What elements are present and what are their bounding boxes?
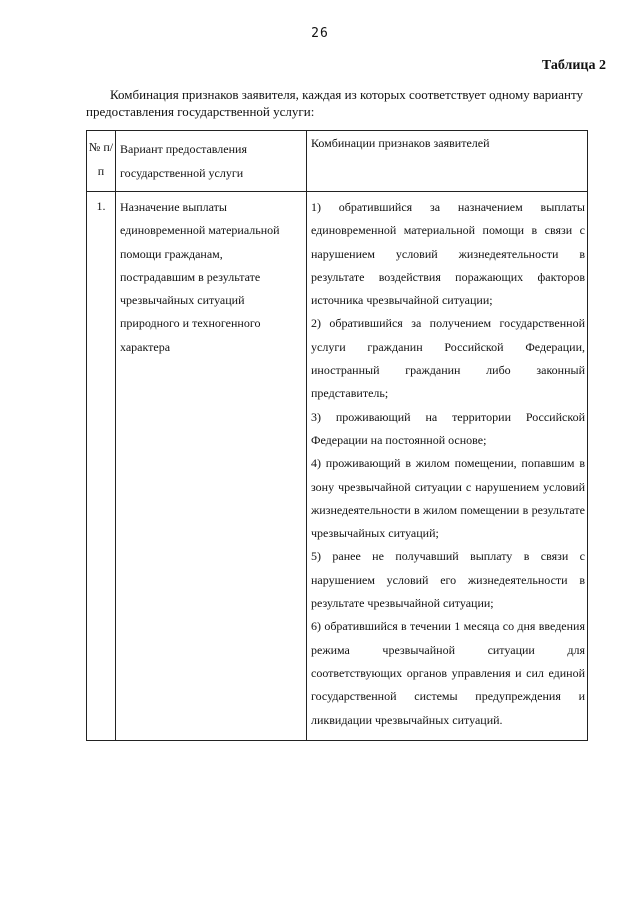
header-number: № п/п	[87, 131, 116, 192]
criterion-item: 4) проживающий в жилом помещении, попавшим в зону чрезвычайной ситуации с нарушением условий жизнедеятельности в жилом помещении в результате чрезвычайных ситуаций;	[311, 456, 585, 541]
table-caption-continuation: предоставления государственной услуги:	[86, 104, 315, 119]
variant-line: характера	[120, 339, 171, 354]
criterion-item: 6) обратившийся в течении 1 месяца со дня введения режима чрезвычайной ситуации для соответствующих органов управления и сил единой государственной системы предупреждения и ликвидации чрезвычайных ситуаций.	[311, 619, 585, 727]
variant-line: природного и техногенного	[120, 316, 261, 331]
variant-line: чрезвычайных ситуаций	[120, 293, 245, 308]
criterion-item: 5) ранее не получавший выплату в связи с нарушением условий его жизнедеятельности в результате чрезвычайной ситуации;	[311, 549, 585, 611]
header-variant: Вариант предоставления государственной услуги	[116, 131, 307, 192]
table-label: Таблица 2	[541, 58, 606, 73]
variant-line: пострадавшим в результате	[120, 269, 261, 284]
table-caption: Комбинация признаков заявителя, каждая из которых соответствует одному варианту	[110, 87, 583, 102]
applicant-combinations-table	[86, 130, 588, 741]
header-combinations: Комбинации признаков заявителей	[307, 131, 588, 192]
combinations-cell	[307, 192, 588, 741]
variant-cell	[116, 192, 307, 741]
criterion-item: 2) обратившийся за получением государственной услуги гражданин Российской Федерации, иностранный гражданин либо законный представитель;	[311, 316, 585, 401]
page-number: 26	[311, 26, 329, 41]
row-number: 1.	[87, 192, 116, 741]
criterion-item: 3) проживающий на территории Российской Федерации на постоянной основе;	[311, 409, 585, 447]
table-row	[87, 192, 588, 741]
variant-line: Назначение выплаты	[120, 200, 227, 214]
variant-line: единовременной материальной	[120, 223, 280, 238]
table-header-row	[87, 131, 588, 192]
variant-line: помощи гражданам,	[120, 246, 223, 261]
criterion-item: 1) обратившийся за назначением выплаты единовременной материальной помощи в связи с нарушением условий жизнедеятельности в результате воздействия поражающих факторов источника чрезвычайной ситуации;	[311, 200, 585, 308]
